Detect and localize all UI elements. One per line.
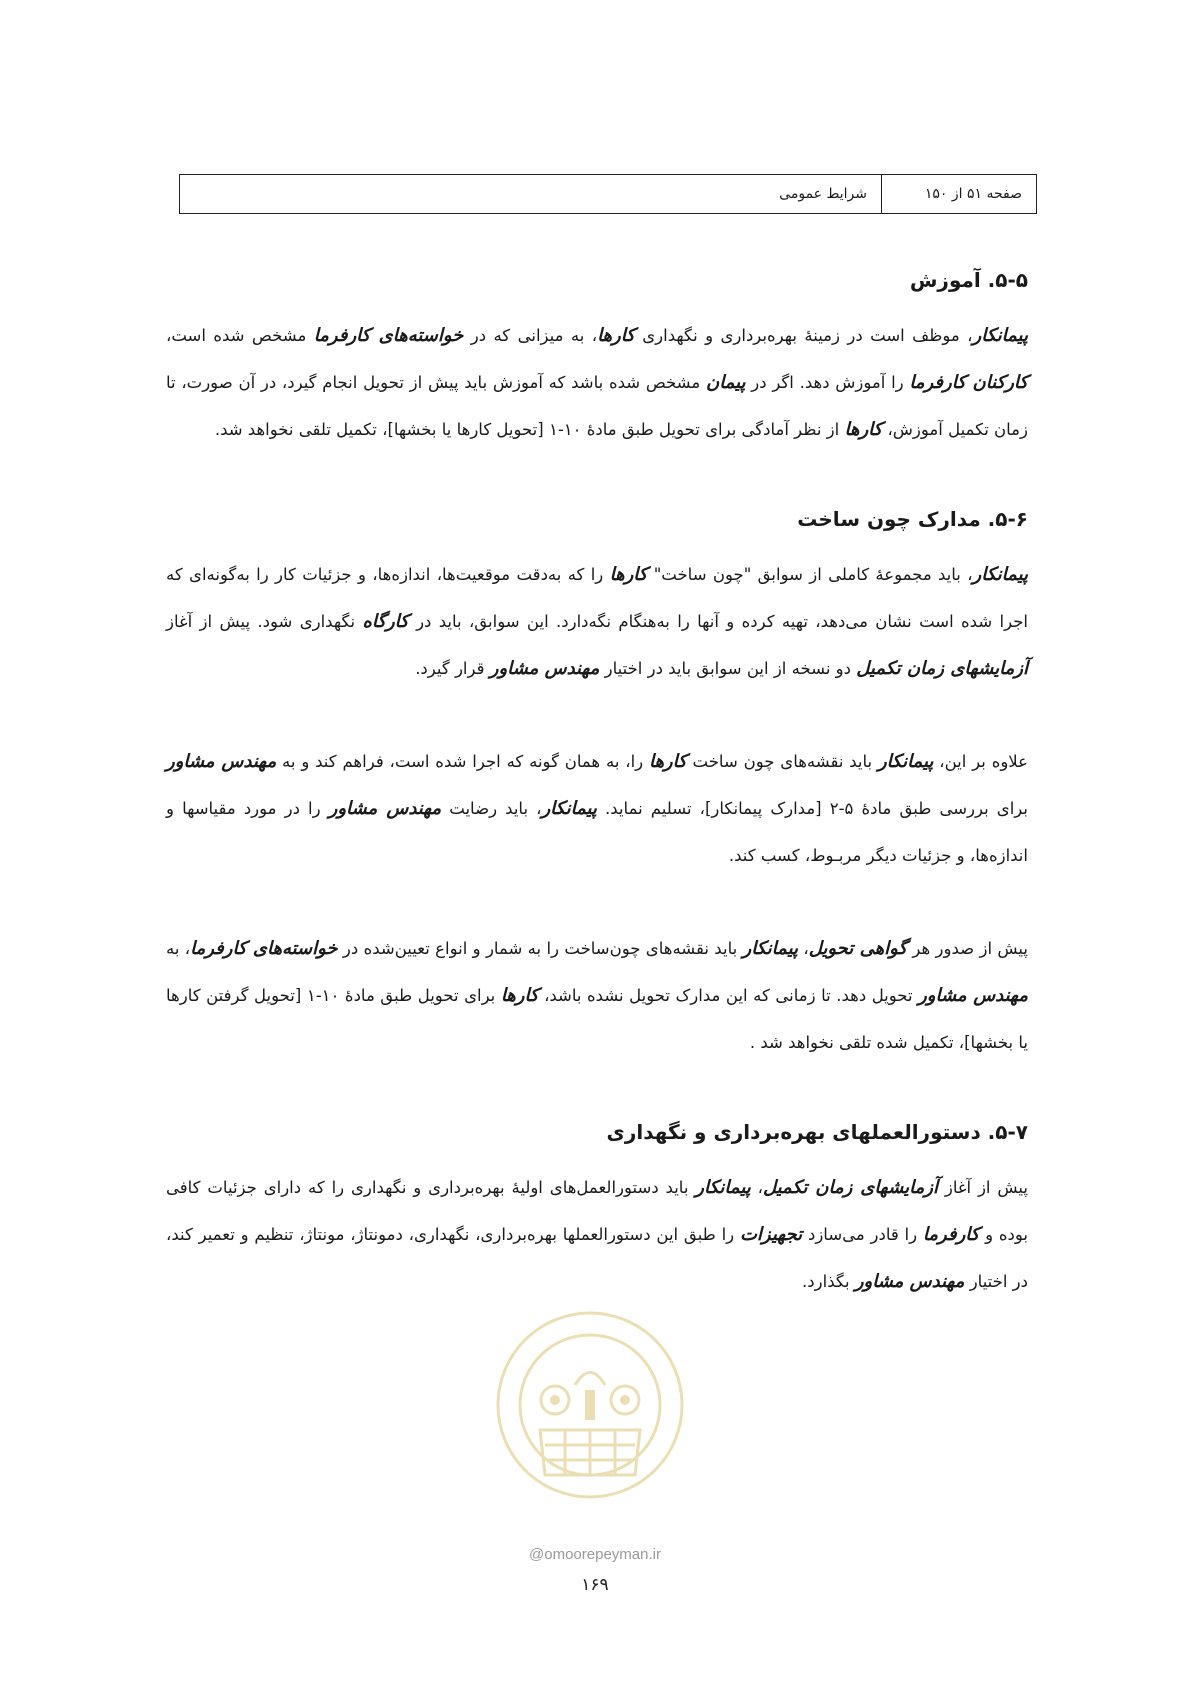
page-header-table [179, 174, 1037, 214]
text: علاوه بر این، [933, 752, 1028, 771]
text: دو نسخه از این سوابق باید در اختیار [599, 659, 857, 678]
term: کارها [648, 751, 687, 772]
term: مهندس مشاور [918, 985, 1028, 1006]
term: پیمانکار [742, 938, 799, 959]
watermark-seal-icon [485, 1300, 695, 1520]
paragraph-operation-manuals [166, 1164, 1028, 1305]
text: را، به همان گونه که اجرا شده است، فراهم کند و به [276, 752, 649, 771]
text: تحویل دهد. تا زمانی که این مدارک تحویل نشده باشد، [538, 986, 919, 1005]
term: پیمانکار [695, 1177, 751, 1198]
page-info-cell: صفحه ۵۱ از ۱۵۰ [881, 175, 1036, 213]
term: کارها [844, 419, 883, 440]
text: باید دستورالعمل‌های اولیهٔ بهره‌برداری و نگهداری را که دارای جزئیات کافی بوده و [166, 1178, 1028, 1244]
text: مشخص شده است، [166, 326, 314, 345]
paragraph-as-built-3 [166, 925, 1028, 1066]
term: کارها [500, 985, 539, 1006]
text: را آموزش دهد. اگر در [745, 373, 910, 392]
main-content [166, 262, 1028, 1305]
text: ، [798, 939, 809, 958]
text: را طبق این دستورالعملها بهره‌برداری، نگهداری، دمونتاژ، مونتاژ، تنظیم و تعمیر کند، در اختیار [166, 1225, 1028, 1291]
text: را قادر می‌سازد [802, 1225, 923, 1244]
term: پیمان [705, 372, 746, 393]
term: آزمایشهای زمان تکمیل [762, 1177, 938, 1198]
text: از نظر آمادگی برای تحویل طبق مادهٔ ۱۰-۱ [تحویل کارها یا بخشها]، تکمیل تلقی نخواهد شد. [214, 420, 845, 439]
text: ، موظف است در زمینهٔ بهره‌برداری و نگهداری [634, 326, 973, 345]
term: کارگاه [362, 611, 409, 632]
term: تجهیزات [739, 1224, 803, 1245]
page-number: ۱۶۹ [581, 1575, 609, 1595]
text: بگذارد. [802, 1272, 855, 1291]
text: نگهداری شود. پیش از آغاز [166, 612, 363, 631]
term: مهندس مشاور [166, 751, 277, 772]
term: کارها [609, 564, 648, 585]
term: گواهی تحویل [808, 938, 908, 959]
text: باید نقشه‌های چون ساخت [686, 752, 878, 771]
text: ، به میزانی که در [463, 326, 598, 345]
paragraph-as-built-1 [166, 551, 1028, 692]
text: برای بررسی طبق مادهٔ ۵-۲ [مدارک پیمانکار]، تسلیم نماید. [596, 799, 1028, 818]
text: ، باید مجموعهٔ کاملی از سوابق "چون ساخت" [647, 565, 973, 584]
text: پیش از آغاز [937, 1178, 1028, 1197]
document-title-cell: شرایط عمومی [779, 186, 867, 202]
text: ، باید رضایت [441, 799, 542, 818]
text: باید نقشه‌های چون‌ساخت را به شمار و انواع تعیین‌شده در [337, 939, 743, 958]
term: پیمانکار [972, 564, 1029, 585]
term: کارکنان کارفرما [909, 372, 1028, 393]
section-title-training: ۵-۵. آموزش [909, 268, 1028, 292]
term: مهندس مشاور [489, 658, 600, 679]
term: خواسته‌های کارفرما [313, 325, 464, 346]
text: را در مورد مقیاسها و اندازه‌ها، و جزئیات دیگر مربـوط، کسب کند. [166, 799, 1028, 865]
text: پیش از صدور هر [907, 939, 1028, 958]
term: کارفرما [922, 1224, 980, 1245]
section-title-as-built: ۵-۶. مدارک چون ساخت [797, 507, 1028, 531]
term: خواسته‌های کارفرما [190, 938, 338, 959]
section-title-operation-manuals: ۵-۷. دستورالعملهای بهره‌برداری و نگهداری [606, 1120, 1028, 1144]
text: را که به‌دقت موقعیت‌ها، اندازه‌ها، و جزئیات کار را به‌گونه‌ای که اجرا شده است نشان می‌دهد، تهیه کرده و آنها را به‌هنگام نگه‌دارد. این سوابق، باید در [166, 565, 1028, 631]
term: پیمانکار [541, 798, 597, 819]
watermark-site-text: @omoorepeyman.ir [529, 1546, 661, 1563]
term: آزمایشهای زمان تکمیل [856, 658, 1028, 679]
term: مهندس مشاور [854, 1271, 965, 1292]
text: برای تحویل طبق مادهٔ ۱۰-۱ [تحویل گرفتن کارها یا بخشها]، تکمیل شده تلقی نخواهد شد . [166, 986, 1028, 1052]
term: پیمانکار [972, 325, 1028, 346]
text: مشخص شده باشد که آموزش باید پیش از تحویل انجام گیرد، در آن صورت، تا زمان تکمیل آموزش، [166, 373, 1028, 439]
paragraph-training [166, 312, 1028, 453]
text: ، به [166, 939, 191, 958]
text: قرار گیرد. [415, 659, 490, 678]
term: مهندس مشاور [328, 798, 442, 819]
text: ، [750, 1178, 763, 1197]
term: پیمانکار [877, 751, 934, 772]
term: کارها [597, 325, 635, 346]
paragraph-as-built-2 [166, 738, 1028, 879]
